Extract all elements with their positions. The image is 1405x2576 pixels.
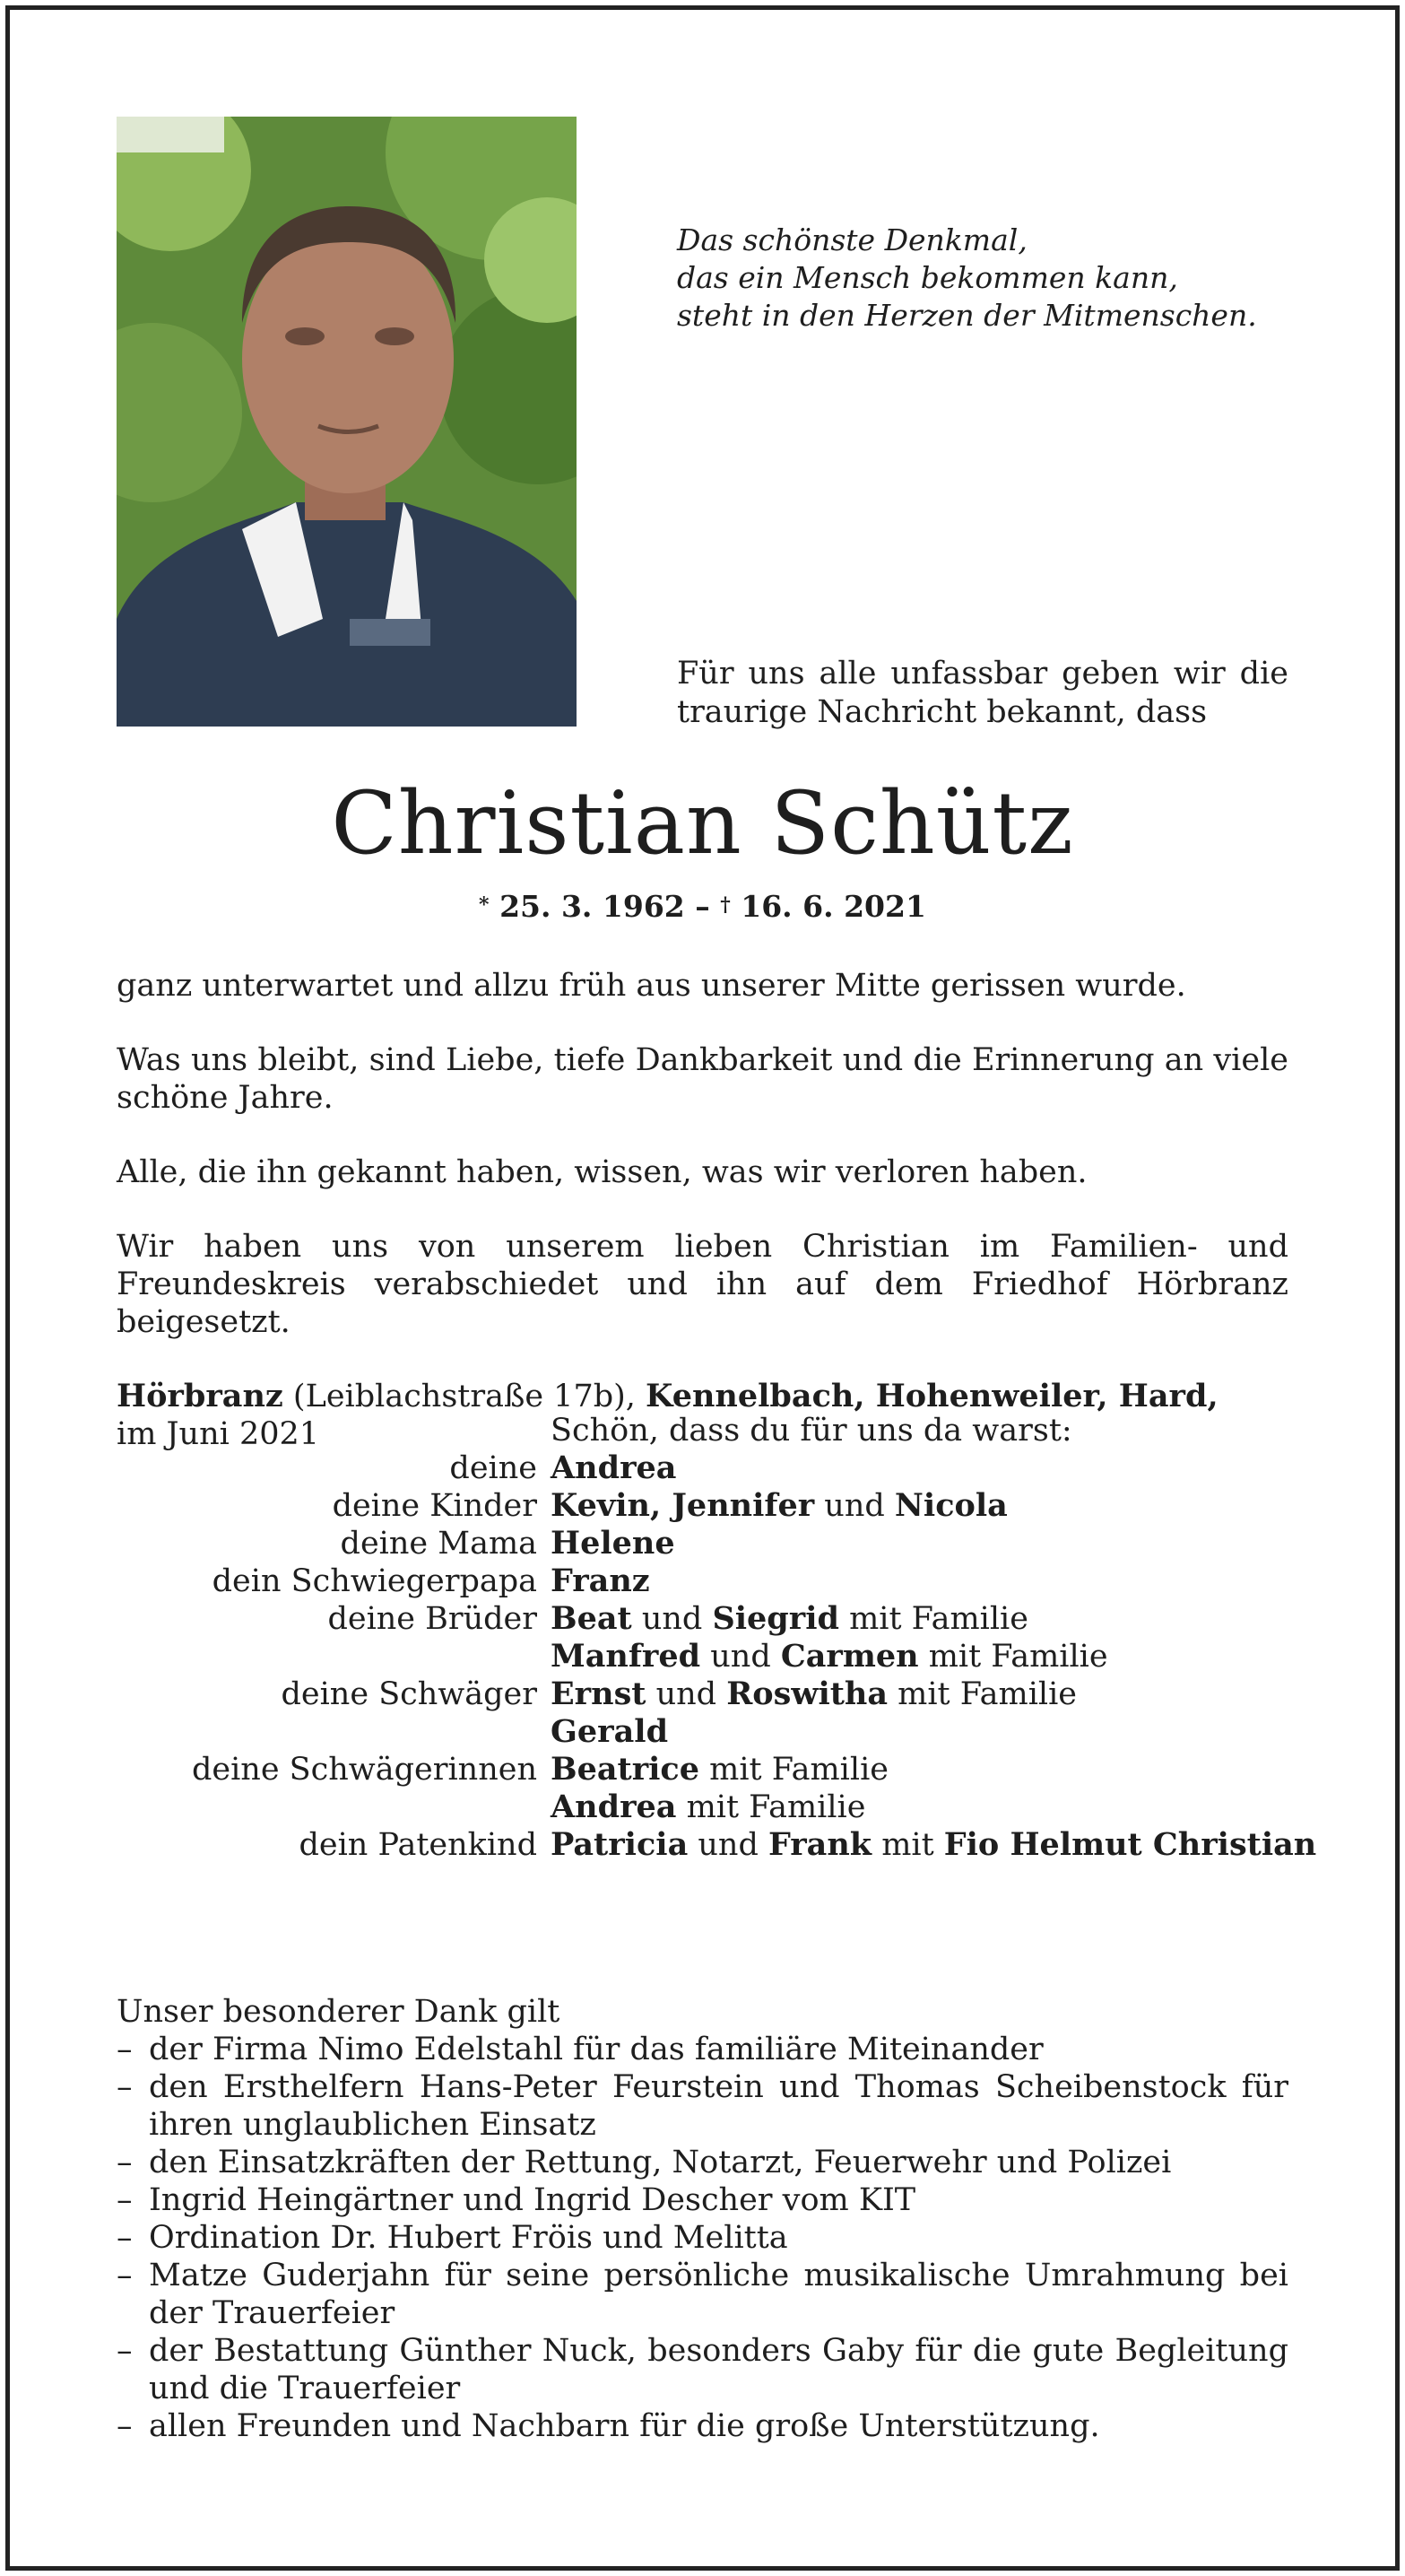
family-row: [0, 1713, 1405, 1751]
connector-text: mit Familie: [838, 1601, 1028, 1637]
death-symbol: †: [720, 893, 731, 917]
relative-names: [551, 1562, 650, 1600]
death-date: 16. 6. 2021: [741, 889, 926, 924]
connector-text: und: [631, 1601, 713, 1637]
paragraph: Wir haben uns von unserem lieben Christian im Familien- und Freundeskreis verabschiedet und ihn auf dem Friedhof Hörbranz beigesetzt.: [117, 1229, 1288, 1340]
thanks-item: [117, 2219, 1288, 2257]
other-towns: Kennelbach, Hohenweiler, Hard,: [646, 1378, 1219, 1414]
address: (Leiblachstraße 17b): [292, 1379, 626, 1414]
deceased-name: Christian Schütz: [331, 773, 1074, 874]
family-heading: Schön, dass du für uns da warst:: [551, 1413, 1072, 1449]
thanks-text: Ordination Dr. Hubert Fröis und Melitta: [149, 2220, 788, 2256]
relative-name: Carmen: [780, 1638, 919, 1675]
comma: ,: [625, 1379, 646, 1414]
relative-name: Helene: [551, 1525, 675, 1562]
relative-names: [551, 1600, 1028, 1638]
thanks-text: den Einsatzkräften der Rettung, Notarzt, Feuerwehr und Polizei: [149, 2145, 1172, 2180]
thanks-text: Matze Guderjahn für seine persönliche musikalische Umrahmung bei der Trauerfeier: [149, 2258, 1288, 2331]
relative-names: [551, 1788, 865, 1826]
relative-names: [551, 1525, 675, 1562]
dash-icon: –: [117, 2145, 133, 2180]
paragraph: Was uns bleibt, sind Liebe, tiefe Dankbarkeit und die Erinnerung an viele schöne Jahre.: [117, 1042, 1288, 1116]
family-row: [0, 1525, 1405, 1562]
family-row: [0, 1600, 1405, 1638]
dash-icon: –: [117, 2333, 133, 2369]
thanks-item: [117, 2257, 1288, 2332]
relation-label: deine: [449, 1450, 537, 1486]
relative-names: [551, 1751, 889, 1788]
family-row: [0, 1449, 1405, 1487]
birth-date: 25. 3. 1962: [499, 889, 685, 924]
relative-names: [551, 1826, 1316, 1864]
relation-label: deine Schwäger: [281, 1676, 537, 1712]
connector-text: mit: [872, 1827, 944, 1863]
thanks-item: [117, 2144, 1288, 2181]
thanks-text: den Ersthelfern Hans-Peter Feurstein und Thomas Scheibenstock für ihren unglaublichen Einsatz: [149, 2069, 1288, 2143]
relative-name: Kevin, Jennifer: [551, 1487, 815, 1524]
thanks-item: [117, 2407, 1288, 2445]
relative-names: [551, 1487, 1008, 1525]
family-row: [0, 1826, 1405, 1864]
relative-name: Patricia: [551, 1826, 689, 1863]
relative-name: Manfred: [551, 1638, 701, 1675]
relation-label: dein Patenkind: [299, 1827, 537, 1863]
obituary-body: [117, 967, 1288, 1453]
portrait-photo: [117, 117, 577, 727]
relative-names: [551, 1713, 668, 1751]
date-line: im Juni 2021: [117, 1416, 320, 1452]
town: Hörbranz: [117, 1378, 283, 1414]
connector-text: und: [688, 1827, 768, 1863]
relative-name: Beatrice: [551, 1751, 700, 1788]
thanks-item: [117, 2031, 1288, 2068]
relative-name: Frank: [768, 1826, 872, 1863]
relative-name: Roswitha: [726, 1675, 889, 1712]
paragraph: ganz unterwartet und allzu früh aus unserer Mitte gerissen wurde.: [117, 968, 1186, 1004]
relative-name: Andrea: [551, 1788, 677, 1825]
relative-name: Gerald: [551, 1713, 669, 1750]
thanks-text: Ingrid Heingärtner und Ingrid Descher vom KIT: [149, 2182, 916, 2218]
relative-name: Fio Helmut Christian: [943, 1826, 1317, 1863]
family-row: [0, 1788, 1405, 1826]
connector-text: mit Familie: [676, 1789, 866, 1825]
relative-name: Ernst: [551, 1675, 646, 1712]
family-row: [0, 1638, 1405, 1675]
dash-icon: –: [117, 2069, 133, 2105]
relation-label: dein Schwiegerpapa: [212, 1563, 537, 1599]
relative-name: Andrea: [551, 1449, 677, 1486]
relation-label: deine Schwägerinnen: [191, 1752, 537, 1788]
thanks-item: [117, 2068, 1288, 2144]
connector-text: und: [700, 1639, 781, 1675]
family-row: [0, 1487, 1405, 1525]
relative-name: Siegrid: [712, 1600, 839, 1637]
place-line: [117, 1378, 1288, 1415]
dash-icon: –: [117, 2408, 133, 2444]
portrait-icon: [117, 117, 577, 727]
connector-text: mit Familie: [888, 1676, 1078, 1712]
quote-line: das ein Mensch bekommen kann,: [677, 260, 1178, 295]
relation-label: deine Brüder: [327, 1601, 537, 1637]
dash-icon: –: [117, 2258, 133, 2293]
life-dates: [0, 888, 1405, 929]
announcement-intro: Für uns alle unfassbar geben wir die traurige Nachricht bekannt, dass: [677, 656, 1288, 730]
relative-names: [551, 1675, 1077, 1713]
quote-line: Das schönste Denkmal,: [677, 222, 1028, 257]
family-row: [0, 1675, 1405, 1713]
thanks-list: [117, 2031, 1288, 2445]
family-row: [0, 1562, 1405, 1600]
relation-label: deine Mama: [340, 1526, 537, 1562]
relative-name: Nicola: [894, 1487, 1008, 1524]
thanks-item: [117, 2332, 1288, 2407]
birth-symbol: *: [479, 893, 490, 917]
relative-name: Beat: [551, 1600, 632, 1637]
thanks-item: [117, 2181, 1288, 2219]
connector-text: mit Familie: [699, 1752, 889, 1788]
relation-label: deine Kinder: [332, 1488, 537, 1524]
connector-text: mit Familie: [918, 1639, 1108, 1675]
relative-names: [551, 1638, 1108, 1675]
thanks-text: der Firma Nimo Edelstahl für das familiäre Miteinander: [149, 2032, 1044, 2067]
relative-names: [551, 1449, 676, 1487]
paragraph: Alle, die ihn gekannt haben, wissen, was wir verloren haben.: [117, 1154, 1088, 1190]
dash-icon: –: [117, 2220, 133, 2256]
dash-icon: –: [117, 2032, 133, 2067]
date-separator: –: [684, 889, 721, 924]
thanks-heading: Unser besonderer Dank gilt: [117, 1994, 560, 2030]
thanks-text: der Bestattung Günther Nuck, besonders Gaby für die gute Begleitung und die Trauerfeier: [149, 2333, 1288, 2406]
dash-icon: –: [117, 2182, 133, 2218]
thanks-text: allen Freunden und Nachbarn für die große Unterstützung.: [149, 2408, 1100, 2444]
memorial-quote: [677, 222, 1305, 335]
connector-text: und: [814, 1488, 895, 1524]
connector-text: und: [646, 1676, 727, 1712]
relative-name: Franz: [551, 1562, 650, 1599]
quote-line: steht in den Herzen der Mitmenschen.: [677, 298, 1257, 333]
family-row: [0, 1751, 1405, 1788]
